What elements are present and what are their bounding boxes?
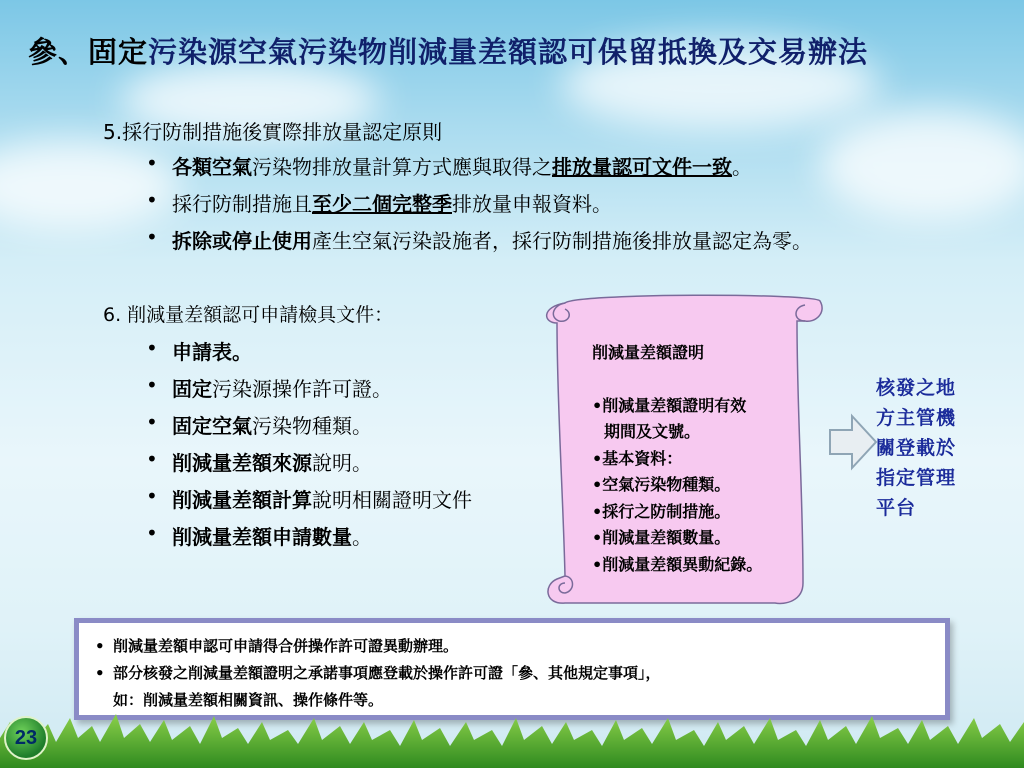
side-note-line: 指定管理 bbox=[876, 467, 957, 489]
note-line: 如：削減量差額相關資訊、操作條件等。 bbox=[113, 691, 384, 709]
scroll-content bbox=[592, 340, 832, 578]
item-text: 污染物種類。 bbox=[252, 414, 372, 438]
scroll-item: •空氣污染物種類。 bbox=[592, 475, 731, 494]
item-text-bold: 申請表。 bbox=[172, 340, 252, 364]
item-text-bold: 固定空氣 bbox=[172, 414, 252, 438]
side-note-line: 核發之地 bbox=[876, 377, 957, 399]
scroll-item: •削減量差額數量。 bbox=[592, 528, 731, 547]
note-item: • 削減量差額申認可申請得合併操作許可證異動辦理。 bbox=[93, 633, 935, 660]
scroll-heading: 削減量差額證明 bbox=[592, 343, 705, 362]
section5-list bbox=[146, 151, 812, 262]
page-number-badge: 23 bbox=[4, 716, 48, 760]
item-text-bold: 削減量差額來源 bbox=[172, 451, 312, 475]
scroll-item: •削減量差額異動紀錄。 bbox=[592, 554, 763, 574]
list-item bbox=[146, 151, 812, 188]
scroll-item: •基本資料： bbox=[592, 448, 683, 468]
item-text-emphasis: 至少二個完整季 bbox=[312, 192, 452, 216]
item-text: 採行防制措施且 bbox=[172, 192, 312, 216]
item-text: 排放量申報資料。 bbox=[452, 192, 612, 216]
item-text-bold: 削減量差額計算 bbox=[172, 488, 312, 512]
scroll-item-continuation: 期間及文號。 bbox=[604, 422, 701, 441]
item-text: 污染源操作許可證。 bbox=[212, 377, 392, 401]
side-note-line: 方主管機 bbox=[876, 407, 957, 429]
background-cloud bbox=[820, 110, 1024, 220]
item-text-emphasis: 排放量認可文件一致 bbox=[552, 155, 732, 179]
scroll-item: •採行之防制措施。 bbox=[592, 501, 731, 521]
section6-list bbox=[146, 336, 472, 558]
list-item bbox=[146, 188, 812, 225]
grass-decoration bbox=[0, 708, 1024, 768]
list-item bbox=[146, 521, 472, 558]
list-item bbox=[146, 447, 472, 484]
page-title bbox=[28, 30, 1008, 71]
list-item bbox=[146, 336, 472, 373]
side-note-line: 平台 bbox=[876, 497, 917, 519]
note-line: 部分核發之削減量差額證明之承諾事項應登載於操作許可證「參、其他規定事項」， bbox=[113, 664, 661, 682]
list-item bbox=[146, 484, 472, 521]
section6-heading: 6. 削減量差額認可申請檢具文件： bbox=[103, 304, 394, 326]
item-text: 。 bbox=[352, 525, 372, 549]
item-text-bold: 各類空氣 bbox=[172, 155, 252, 179]
item-text: 說明相關證明文件 bbox=[312, 488, 472, 512]
item-text: 污染物排放量計算方式應與取得之 bbox=[252, 155, 552, 179]
item-text-bold: 固定 bbox=[172, 377, 212, 401]
note-box bbox=[74, 618, 950, 720]
scroll-item: •削減量差額證明有效 bbox=[592, 395, 747, 415]
note-item bbox=[93, 660, 935, 714]
side-note bbox=[876, 373, 984, 523]
item-text: 。 bbox=[732, 155, 752, 179]
list-item bbox=[146, 410, 472, 447]
item-text-bold: 削減量差額申請數量 bbox=[172, 525, 352, 549]
title-part1: 參、固定 bbox=[28, 35, 149, 69]
item-text-bold: 拆除或停止使用 bbox=[172, 229, 312, 253]
list-item bbox=[146, 225, 812, 262]
title-part2: 污染源空氣污染物削減量差額認可保留抵換及交易辦法 bbox=[148, 35, 869, 69]
right-arrow-icon bbox=[828, 412, 878, 472]
item-text: 說明。 bbox=[312, 451, 372, 475]
item-text: 產生空氣污染設施者，採行防制措施後排放量認定為零。 bbox=[312, 229, 812, 253]
side-note-line: 關登載於 bbox=[876, 437, 957, 459]
section5-heading: 5.採行防制措施後實際排放量認定原則 bbox=[103, 120, 443, 144]
list-item bbox=[146, 373, 472, 410]
